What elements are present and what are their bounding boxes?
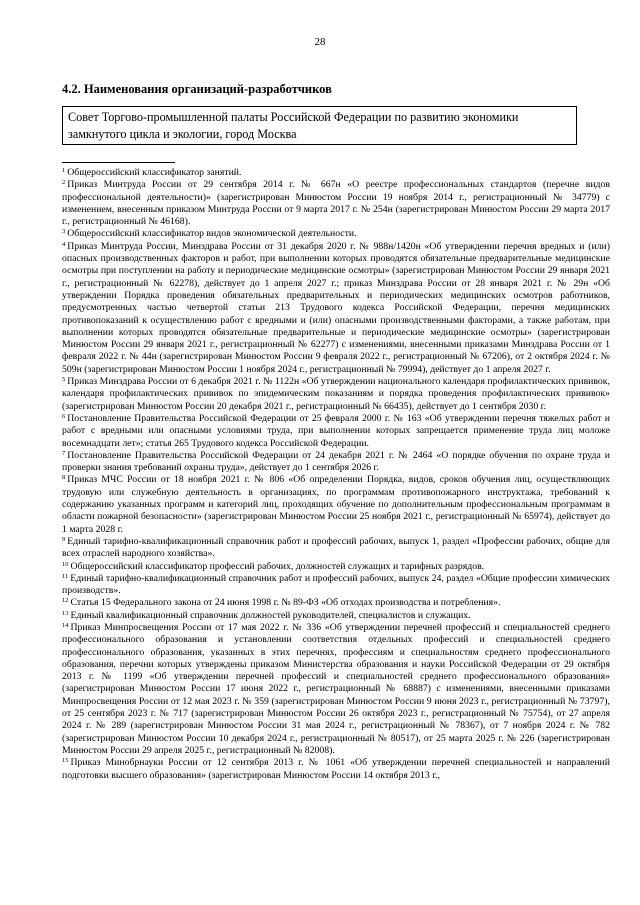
developer-organization-name: Совет Торгово-промышленной палаты Российской Федерации по развитию экономики замкнутого цикла и экологии, город Москва — [68, 110, 519, 141]
footnote — [62, 622, 610, 757]
footnote-number: 13 — [62, 609, 69, 617]
footnote-text: Приказ МЧС России от 18 ноября 2021 г. № 806 «Об определении Порядка, видов, сроков обучения лиц, осуществляющих трудовую или служебную деятельность в организациях, по программам противопожарного инструктажа, требований к содержанию указанных программ и категорий лиц, проходящих обучение по дополнительным профессиональным программам в области пожарной безопасности» (зарегистрирован Минюстом России 25 ноября 2021 г., регистрационный № 65974), действует до 1 марта 2028 г. — [62, 474, 610, 535]
footnote — [62, 561, 610, 573]
footnote-text: Общероссийский классификатор занятий. — [67, 167, 242, 178]
footnote-text: Приказ Минтруда России, Минздрава России от 31 декабря 2020 г. № 988н/1420н «Об утверждении перечня вредных и (или) опасных производственных факторов и работ, при выполнении которых проводятся обязательные предварительные медицинские осмотры при поступлении на работу и периодические медицинские осмотры» (зарегистрирован Минюстом России 29 января 2021 г., регистрационный № 62278), действует до 1 апреля 2027 г.; приказ Минздрава России от 28 января 2021 г. № 29н «Об утверждении Порядка проведения обязательных предварительных и периодических медицинских осмотров работников, предусмотренных частью четвертой статьи 213 Трудового кодекса Российской Федерации, перечня медицинских противопоказаний к осуществлению работ с вредными и (или) опасными производственными факторами, а также работам, при выполнении которых проводятся обязательные предварительные и периодические медицинские осмотры» (зарегистрирован Минюстом России 29 января 2021 г., регистрационный № 62277) с изменениями, внесенными приказами Минздрава России от 1 февраля 2022 г. № 44н (зарегистрирован Минюстом России 9 февраля 2022 г., регистрационный № 67206), от 2 октября 2024 г. № 509н (зарегистрирован Минюстом России 1 ноября 2024 г., регистрационный № 79994), действует до 1 апреля 2027 г. — [62, 240, 610, 375]
footnote-number: 4 — [62, 240, 66, 248]
footnote-number: 8 — [62, 474, 66, 482]
footnote-text: Единый тарифно-квалификационный справочник работ и профессий рабочих, выпуск 24, раздел «Общие профессии химических производств». — [62, 572, 610, 597]
footnotes-list — [62, 167, 610, 782]
footnote — [62, 573, 610, 598]
footnote — [62, 167, 610, 179]
footnote-text: Приказ Минобрнауки России от 12 сентября 2013 г. № 1061 «Об утверждении перечней специальностей и направлений подготовки высшего образования» (зарегистрирован Минюстом России 14 октября 2013 г., — [62, 757, 610, 781]
footnote-text: Единый квалификационный справочник должностей руководителей, специалистов и служащих. — [70, 609, 471, 621]
footnote-number: 15 — [62, 757, 69, 765]
footnote-number: 11 — [62, 572, 69, 580]
footnote-text: Приказ Минпросвещения России от 17 мая 2022 г. № 336 «Об утверждении перечней профессий и специальностей среднего профессионального образования и установлении соответствия отдельных профессий и специальностей среднего профессионального образования, указанных в этих перечнях, профессиям и специальностям среднего профессионального образования, перечни которых утверждены приказом Министерства образования и науки Российской Федерации от 29 октября 2013 г. № 1199 «Об утверждении перечней профессий и специальностей среднего профессионального образования» (зарегистрирован Минюстом России 17 июня 2022 г., регистрационный № 68887) с изменениями, внесенными приказами Минпросвещения России от 12 мая 2023 г. № 359 (зарегистрирован Минюстом России 9 июня 2023 г., регистрационный № 73797), от 25 сентября 2023 г. № 717 (зарегистрирован Минюстом России 26 октября 2023 г., регистрационный № 75754), от 27 апреля 2024 г. № 289 (зарегистрирован Минюстом России 31 мая 2024 г., регистрационный № 78367), от 7 ноября 2024 г. № 782 (зарегистрирован Минюстом России 10 декабря 2024 г., регистрационный № 80517), от 25 марта 2025 г. № 226 (зарегистрирован Минюстом России 29 апреля 2025 г., регистрационный № 82008). — [62, 621, 610, 756]
footnote-number: 3 — [62, 228, 66, 236]
footnote-number: 14 — [62, 621, 69, 629]
footnote — [62, 241, 610, 376]
footnote — [62, 536, 610, 561]
section-heading: 4.2. Наименования организаций-разработчиков — [62, 82, 332, 96]
footnote-number: 6 — [62, 412, 66, 420]
footnote-number: 5 — [62, 376, 66, 384]
footnote — [62, 610, 610, 622]
footnote-text: Постановление Правительства Российской Федерации от 25 февраля 2000 г. № 163 «Об утверждении перечня тяжелых работ и работ с вредными или опасными условиями труда, при выполнении которых запрещается применение труда лиц моложе восемнадцати лет»; статья 265 Трудового кодекса Российской Федерации. — [62, 412, 610, 449]
footnote-text: Приказ Минздрава России от 6 декабря 2021 г. № 1122н «Об утверждении национального календаря профилактических прививок, календаря профилактических прививок по эпидемическим показаниям и порядка проведения профилактических прививок» (зарегистрирован Минюстом России 20 декабря 2021 г., регистрационный № 66435), действует до 1 сентября 2030 г. — [62, 376, 610, 412]
footnote-number: 7 — [62, 449, 66, 457]
footnote-number: 10 — [62, 560, 69, 568]
footnote-separator — [62, 162, 175, 163]
footnote — [62, 474, 610, 535]
footnote-number: 12 — [62, 597, 69, 605]
page-number: 28 — [314, 36, 326, 48]
developer-organization-box — [62, 106, 577, 145]
footnote — [62, 228, 610, 240]
footnote — [62, 179, 610, 228]
footnote-text: Общероссийский классификатор профессий рабочих, должностей служащих и тарифных разрядов. — [70, 560, 485, 572]
footnote — [62, 597, 610, 609]
footnote-text: Единый тарифно-квалификационный справочник работ и профессий рабочих, выпуск 1, раздел «Профессии рабочих, общие для всех отраслей народного хозяйства». — [62, 535, 610, 560]
footnote-number: 2 — [62, 179, 66, 187]
footnote-text: Приказ Минтруда России от 29 сентября 2014 г. № 667н «О реестре профессиональных стандартов (перечне видов профессиональной деятельности)» (зарегистрирован Минюстом России 19 ноября 2014 г., регистрационный № 34779) с изменением, внесенным приказом Минтруда России от 9 марта 2017 г. № 254н (зарегистрирован Минюстом России 29 марта 2017 г., регистрационный № 46168). — [62, 179, 610, 228]
footnote — [62, 376, 610, 413]
footnote-text: Общероссийский классификатор видов экономической деятельности. — [67, 228, 357, 240]
footnote — [62, 757, 610, 782]
footnote-number: 9 — [62, 535, 66, 543]
footnote-number: 1 — [62, 167, 66, 174]
footnote-text: Постановление Правительства Российской Федерации от 24 декабря 2021 г. № 2464 «О порядке обучения по охране труда и проверки знания требований охраны труда», действует до 1 сентября 2026 г. — [62, 449, 610, 474]
footnote — [62, 450, 610, 475]
footnote — [62, 413, 610, 450]
footnote-text: Статья 15 Федерального закона от 24 июня 1998 г. № 89-ФЗ «Об отходах производства и потребления». — [70, 597, 501, 609]
